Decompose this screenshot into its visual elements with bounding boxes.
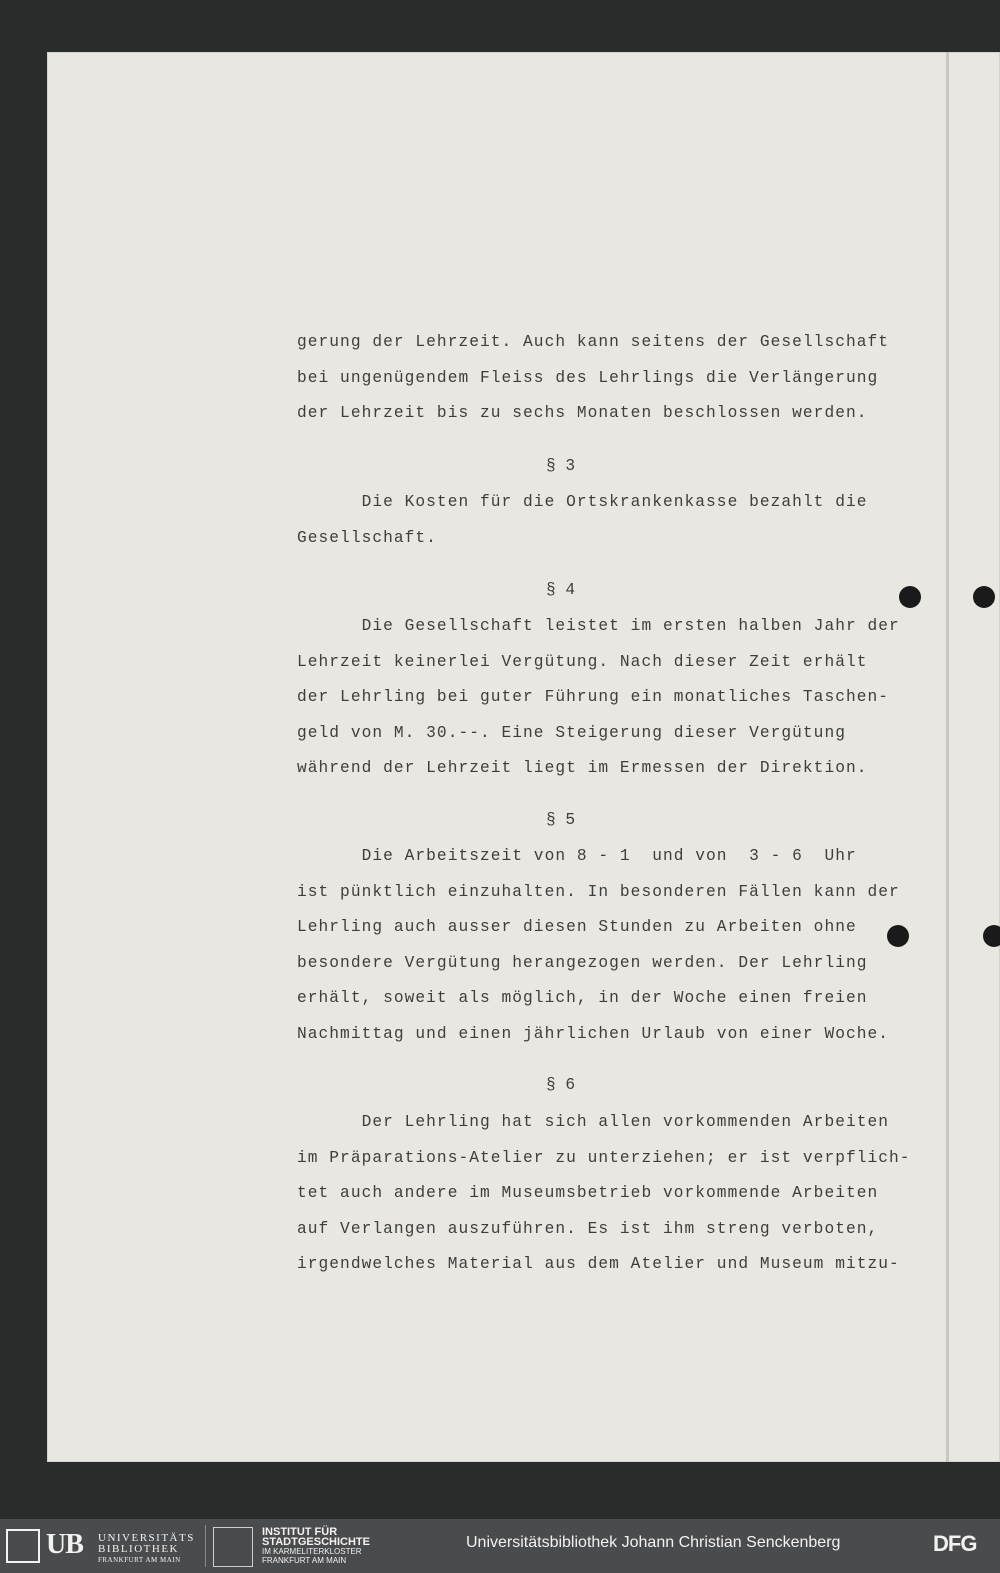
section-5-text: Die Arbeitszeit von 8 - 1 und von 3 - 6 Uhr ist pünktlich einzuhalten. In besonderen Fällen kann der Lehrling auch ausser diesen Stunden zu Arbeiten ohne besondere Vergütung herangezogen werden. Der Lehrling erhält, soweit als möglich, in der Woche einen freien Nachmittag und einen jährlichen Urlaub von einer Woche. — [297, 847, 900, 1043]
footer-bar — [0, 1519, 1000, 1573]
section-6-heading: § 6 — [546, 1076, 576, 1094]
ub-logo-text: UB — [46, 1529, 83, 1560]
section-6-text: Der Lehrling hat sich allen vorkommenden Arbeiten im Präparations-Atelier zu unterziehen; er ist verpflich- tet auch andere im Museumsbetrieb vorkommende Arbeiten auf Verlangen auszuführen. Es ist ihm streng verboten, irgendwelches Material aus dem Atelier und Museum mitzu- — [297, 1113, 911, 1273]
institute-label: INSTITUT FÜR STADTGESCHICHTE IM KARMELITERKLOSTER FRANKFURT AM MAIN — [262, 1526, 370, 1565]
section-4-heading: § 4 — [546, 581, 576, 599]
section-3-heading: § 3 — [546, 457, 576, 475]
ub-logo-icon — [6, 1529, 40, 1563]
punch-hole — [973, 586, 995, 608]
section-4-text: Die Gesellschaft leistet im ersten halben Jahr der Lehrzeit keinerlei Vergütung. Nach dieser Zeit erhält der Lehrling bei guter Führung ein monatliches Taschen- geld von M. 30.--. Eine Steigerung dieser Vergütung während der Lehrzeit liegt im Ermessen der Direktion. — [297, 617, 900, 777]
dfg-logo: DFG — [933, 1531, 977, 1556]
divider — [205, 1525, 206, 1567]
library-name: Universitätsbibliothek Johann Christian Senckenberg — [466, 1534, 841, 1551]
university-library-label: UNIVERSITÄTS BIBLIOTHEK FRANKFURT AM MAIN — [98, 1532, 195, 1564]
section-3-text: Die Kosten für die Ortskrankenkasse bezahlt die Gesellschaft. — [297, 493, 868, 547]
punch-hole — [983, 925, 1000, 947]
punch-hole — [899, 586, 921, 608]
isg-logo-icon — [213, 1527, 253, 1567]
paragraph-continuation: gerung der Lehrzeit. Auch kann seitens der Gesellschaft bei ungenügendem Fleiss des Lehrlings die Verlängerung der Lehrzeit bis zu sechs Monaten beschlossen werden. — [297, 333, 890, 422]
section-5-heading: § 5 — [546, 811, 576, 829]
